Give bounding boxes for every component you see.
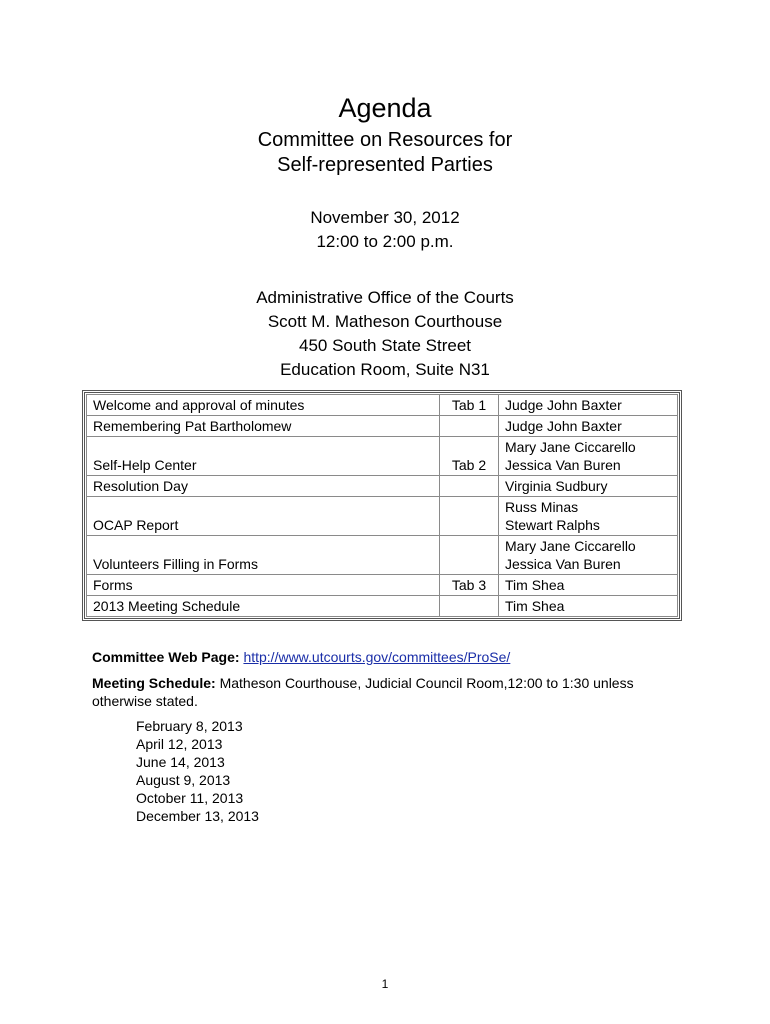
agenda-presenter bbox=[499, 416, 678, 437]
agenda-row bbox=[87, 395, 678, 416]
agenda-item: Volunteers Filling in Forms bbox=[87, 536, 440, 575]
presenter-name: Tim Shea bbox=[505, 598, 565, 614]
agenda-presenter bbox=[499, 596, 678, 617]
meeting-date-item: April 12, 2013 bbox=[136, 736, 223, 752]
agenda-tab bbox=[440, 596, 499, 617]
agenda-presenter bbox=[499, 575, 678, 596]
meeting-datetime bbox=[0, 206, 770, 254]
agenda-presenter bbox=[499, 476, 678, 497]
committee-name bbox=[0, 128, 770, 178]
committee-name-line: Committee on Resources for bbox=[257, 129, 513, 151]
agenda-row bbox=[87, 536, 678, 575]
meeting-dates-list bbox=[136, 717, 259, 825]
agenda-tab bbox=[440, 497, 499, 536]
location-line: Education Room, Suite N31 bbox=[280, 360, 490, 379]
agenda-item: Self-Help Center bbox=[87, 437, 440, 476]
page-title: Agenda bbox=[338, 93, 432, 123]
presenter-name: Jessica Van Buren bbox=[505, 556, 621, 572]
agenda-tab bbox=[440, 476, 499, 497]
agenda-item: Remembering Pat Bartholomew bbox=[87, 416, 440, 437]
web-page-link[interactable]: http://www.utcourts.gov/committees/ProSe/ bbox=[243, 649, 511, 665]
meeting-date-item: June 14, 2013 bbox=[136, 754, 225, 770]
agenda-row bbox=[87, 596, 678, 617]
meeting-time: 12:00 to 2:00 p.m. bbox=[316, 232, 454, 251]
agenda-row bbox=[87, 497, 678, 536]
meeting-date-item: February 8, 2013 bbox=[136, 718, 243, 734]
agenda-item: Welcome and approval of minutes bbox=[87, 395, 440, 416]
location-line: 450 South State Street bbox=[298, 336, 471, 355]
meeting-schedule-label: Meeting Schedule: bbox=[92, 675, 216, 691]
meeting-date-item: October 11, 2013 bbox=[136, 790, 244, 806]
agenda-table bbox=[86, 394, 678, 617]
agenda-table-frame bbox=[82, 390, 682, 621]
presenter-name: Tim Shea bbox=[505, 577, 565, 593]
committee-name-line: Self-represented Parties bbox=[277, 154, 493, 176]
agenda-tab: Tab 2 bbox=[440, 437, 499, 476]
meeting-schedule-text: Matheson Courthouse, Judicial Council Room,12:00 to 1:30 unless otherwise stated. bbox=[92, 675, 634, 709]
agenda-item: Resolution Day bbox=[87, 476, 440, 497]
presenter-name: Jessica Van Buren bbox=[505, 457, 621, 473]
agenda-tab bbox=[440, 416, 499, 437]
agenda-item: 2013 Meeting Schedule bbox=[87, 596, 440, 617]
agenda-presenter bbox=[499, 395, 678, 416]
agenda-item: Forms bbox=[87, 575, 440, 596]
meeting-date-item: December 13, 2013 bbox=[136, 808, 259, 824]
meeting-date: November 30, 2012 bbox=[310, 208, 460, 227]
agenda-table-body bbox=[87, 395, 678, 617]
agenda-tab: Tab 3 bbox=[440, 575, 499, 596]
meeting-schedule bbox=[92, 674, 692, 710]
agenda-row bbox=[87, 575, 678, 596]
meeting-date-item: August 9, 2013 bbox=[136, 772, 231, 788]
web-page-label: Committee Web Page: bbox=[92, 649, 240, 665]
committee-web-page bbox=[92, 648, 692, 666]
agenda-row bbox=[87, 416, 678, 437]
location-line: Administrative Office of the Courts bbox=[256, 288, 514, 307]
agenda-item: OCAP Report bbox=[87, 497, 440, 536]
agenda-tab bbox=[440, 536, 499, 575]
agenda-tab: Tab 1 bbox=[440, 395, 499, 416]
presenter-name: Stewart Ralphs bbox=[505, 517, 600, 533]
agenda-presenter bbox=[499, 536, 678, 575]
location-line: Scott M. Matheson Courthouse bbox=[267, 312, 503, 331]
agenda-row bbox=[87, 437, 678, 476]
agenda-presenter bbox=[499, 497, 678, 536]
presenter-name: Mary Jane Ciccarello bbox=[505, 538, 636, 554]
page-number: 1 bbox=[381, 977, 389, 991]
agenda-row bbox=[87, 476, 678, 497]
presenter-name: Mary Jane Ciccarello bbox=[505, 439, 636, 455]
meeting-location bbox=[0, 286, 770, 382]
presenter-name: Virginia Sudbury bbox=[505, 478, 608, 494]
agenda-presenter bbox=[499, 437, 678, 476]
presenter-name: Russ Minas bbox=[505, 499, 579, 515]
presenter-name: Judge John Baxter bbox=[505, 418, 622, 434]
presenter-name: Judge John Baxter bbox=[505, 397, 622, 413]
